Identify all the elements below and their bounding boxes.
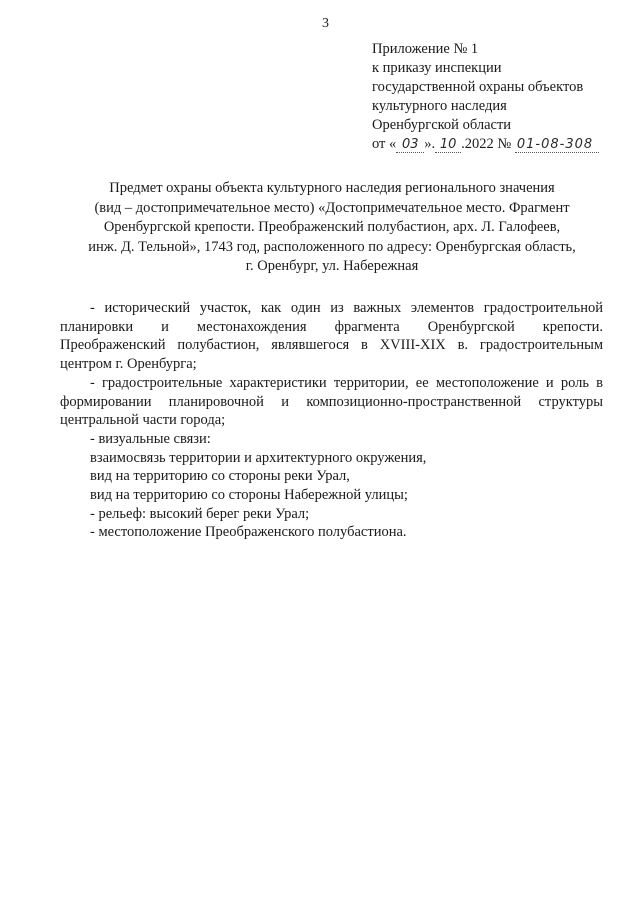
- handwritten-month: 10: [435, 138, 461, 153]
- appendix-authority-line3: Оренбургской области: [372, 117, 512, 133]
- date-prefix: от «: [372, 136, 397, 152]
- document-title: [44, 179, 620, 277]
- title-line: Оренбургской крепости. Преображенский полубастион, арх. Л. Галофеев,: [103, 219, 561, 235]
- date-year: .2022 №: [461, 136, 512, 152]
- title-line: инж. Д. Тельной», 1743 год, расположенного по адресу: Оренбургская область,: [88, 238, 576, 255]
- body-line: центром г. Оренбурга;: [60, 356, 197, 373]
- paragraph-urban-characteristics: [60, 374, 603, 430]
- list-item: вид на территорию со стороны Набережной улицы;: [90, 487, 408, 504]
- handwritten-day: 03: [396, 138, 424, 153]
- title-line: г. Оренбург, ул. Набережная: [245, 258, 419, 274]
- list-item: взаимосвязь территории и архитектурного окружения,: [90, 449, 427, 466]
- list-item-relief: - рельеф: высокий берег реки Урал;: [90, 505, 310, 522]
- title-line: Предмет охраны объекта культурного наследия регионального значения: [109, 180, 555, 196]
- appendix-order-ref: к приказу инспекции: [372, 60, 502, 76]
- handwritten-order-number: 01-08-308: [515, 138, 599, 153]
- date-separator: ».: [424, 136, 436, 152]
- document-body: [60, 299, 603, 542]
- appendix-header: [372, 40, 632, 154]
- title-line: (вид – достопримечательное место) «Достопримечательное место. Фрагмент: [94, 199, 570, 216]
- appendix-date-line: [372, 135, 632, 154]
- appendix-authority-line2: культурного наследия: [372, 98, 507, 114]
- body-line: Преображенский полубастион, являвшегося в XVIII-XIX в. градостроительным: [60, 337, 603, 354]
- list-item-visual-links: - визуальные связи:: [90, 430, 211, 447]
- appendix-authority-line1: государственной охраны объектов: [372, 79, 584, 95]
- appendix-title: Приложение № 1: [372, 41, 479, 57]
- body-line: формировании планировочной и композиционно-пространственной структуры: [60, 393, 603, 410]
- body-line: - исторический участок, как один из важных элементов градостроительной: [90, 300, 603, 316]
- body-line: планировки и местонахождения фрагмента Оренбургской крепости.: [60, 318, 603, 335]
- body-line: - градостроительные характеристики территории, ее местоположение и роль в: [90, 374, 603, 391]
- body-line: центральной части города;: [60, 412, 226, 429]
- list-item-location: - местоположение Преображенского полубастиона.: [90, 524, 407, 541]
- paragraph-historic-site: [60, 299, 603, 374]
- page-number: 3: [322, 16, 329, 31]
- list-item: вид на территорию со стороны реки Урал,: [90, 468, 350, 485]
